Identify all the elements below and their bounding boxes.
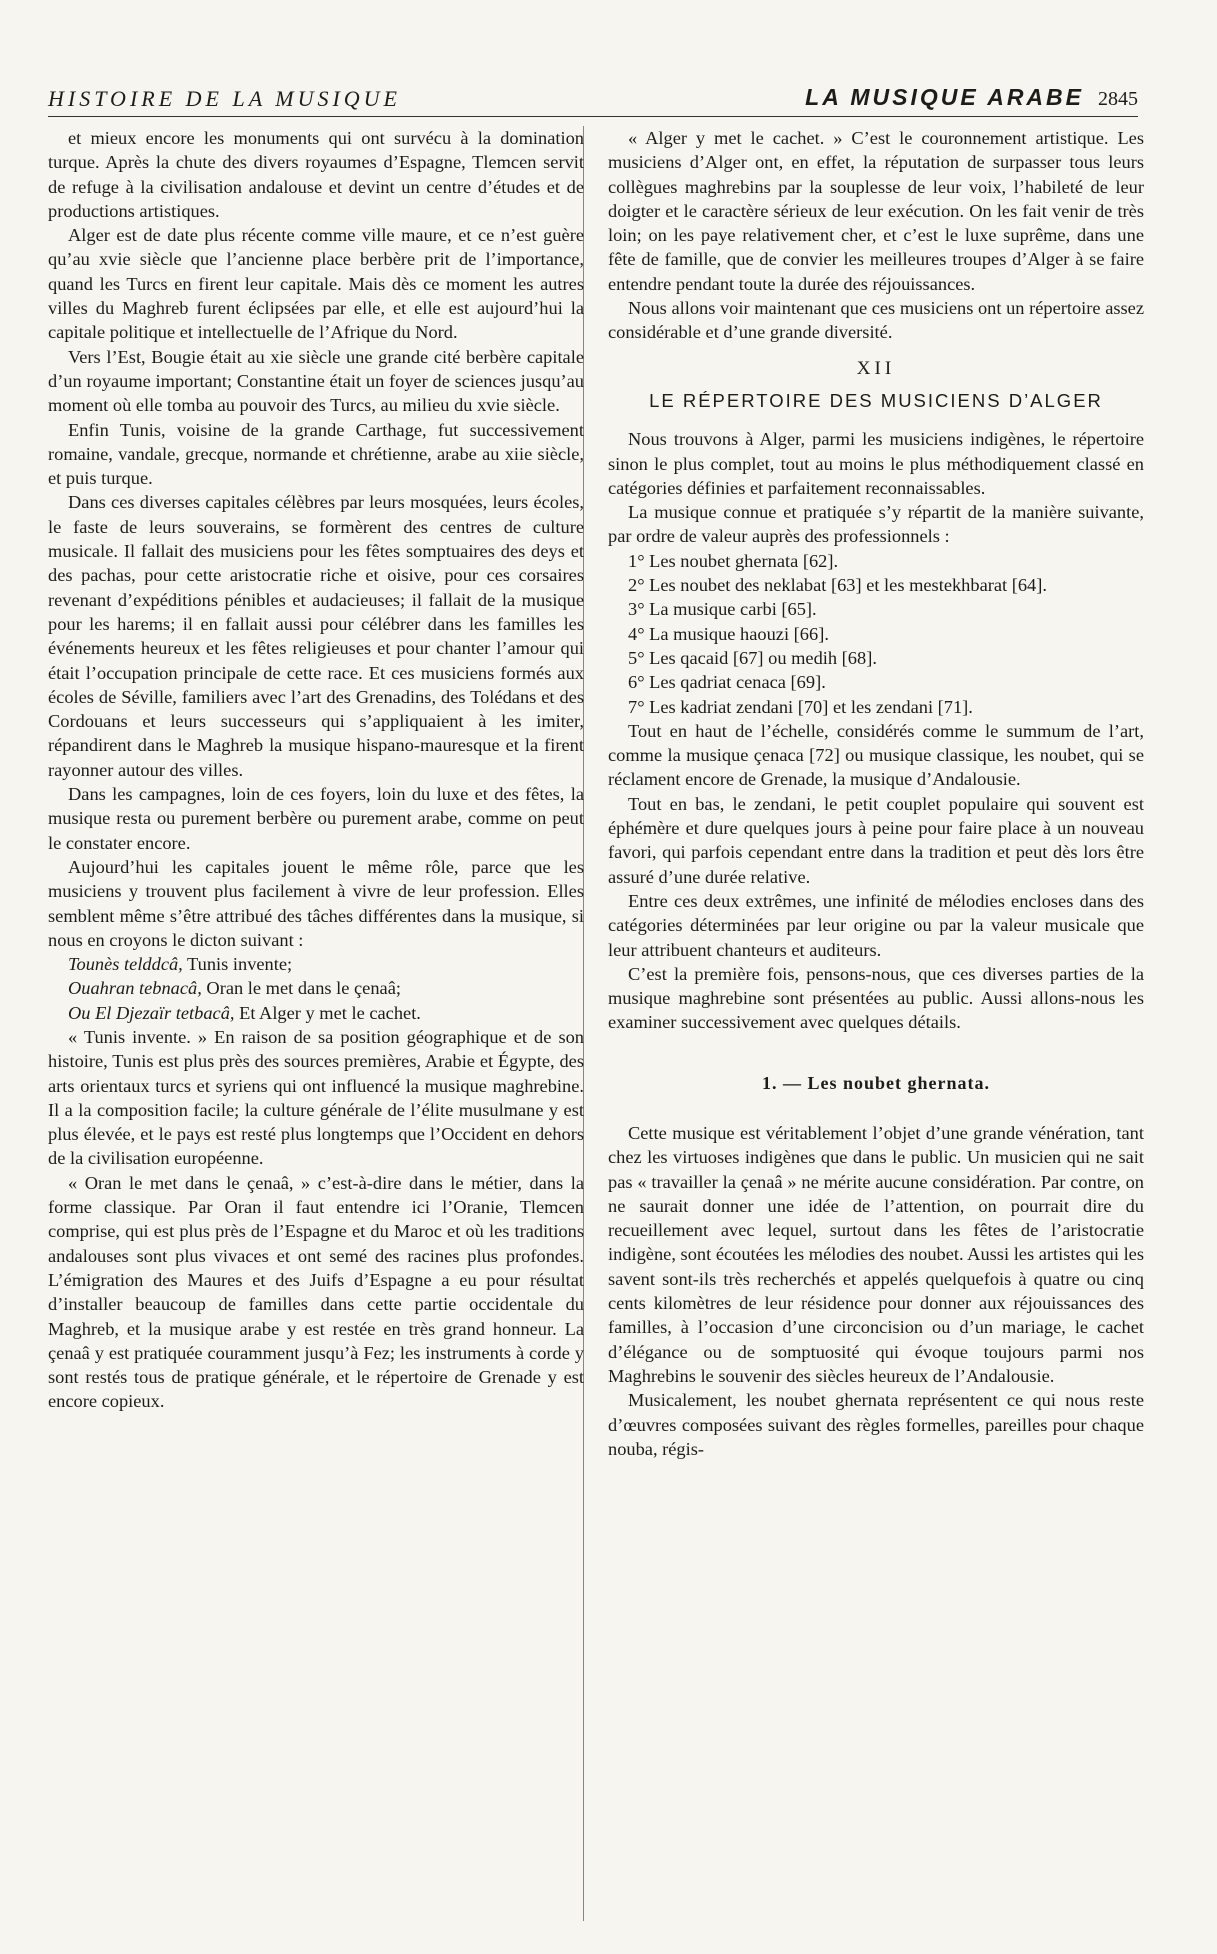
paragraph: Aujourd’hui les capitales jouent le même rôle, parce que les musiciens y trouvent plus facilement à vivre de leur profession. Elles semblent même s’être attribué des tâches différentes dans la musique, si nous en croyons le dicton suivant : xyxy=(48,856,584,950)
repertoire-list xyxy=(608,549,1144,719)
paragraph: La musique connue et pratiquée s’y répartit de la manière suivante, par ordre de valeur auprès des professionnels : xyxy=(608,502,1144,547)
list-item: 6° Les qadriat cenaca [69]. xyxy=(628,672,826,693)
page-number: 2845 xyxy=(1098,88,1138,110)
paragraph: Alger est de date plus récente comme ville maure, et ce n’est guère qu’au xvie siècle que l’ancienne place berbère prit de l’importance, quand les Turcs en firent leur capitale. Mais dès ce moment les autres villes du Maghreb furent éclipsées par elle, et elle est aujourd’hui la capitale politique et intellectuelle de l’Afrique du Nord. xyxy=(48,225,584,343)
verse-french: Oran le met dans le çenaâ; xyxy=(201,978,401,999)
paragraph: Nous trouvons à Alger, parmi les musiciens indigènes, le répertoire sinon le plus complet, tout au moins le plus méthodiquement classé en catégories définies et parfaitement reconnaissables. xyxy=(608,429,1144,498)
header-book-title: HISTOIRE DE LA MUSIQUE xyxy=(48,86,401,111)
paragraph: Cette musique est véritablement l’objet d’une grande vénération, tant chez les virtuoses indigènes que dans le public. Un musicien qui ne sait pas « travailler la çenaâ » ne mérite aucune considération. Par contre, on ne saurait donner une idée de l’attention, on pourrait dire du recueillement avec lequel, surtout dans les fêtes de l’aristocratie indigène, sont écoutées les mélodies des noubet. Aussi les artistes qui les savent sont-ils très recherchés et appelés quelquefois à quatre ou cinq cents kilomètres de leur résidence pour donner aux réjouissances des familles, à l’occasion d’une circoncision ou d’un mariage, le cachet d’élégance ou de somptuosité qui évoque toujours parmi nos Maghrebins le souvenir des siècles heureux de l’Andalousie. xyxy=(608,1122,1144,1386)
right-column xyxy=(608,126,1144,1461)
verse-line xyxy=(48,952,584,976)
paragraph: Tout en bas, le zendani, le petit couplet populaire qui souvent est éphémère et dure quelques jours à peine pour faire place à un nouveau favori, qui parfois cependant entre dans la tradition et peut dès lors être assuré d’une durée relative. xyxy=(608,793,1144,887)
verse-french: Tunis invente; xyxy=(182,954,293,975)
verse-arabic: Ouahran tebnacâ, xyxy=(68,978,202,999)
header-chapter-text: LA MUSIQUE ARABE xyxy=(805,84,1084,110)
list-item: 7° Les kadriat zendani [70] et les zendani [71]. xyxy=(628,696,973,717)
paragraph: « Tunis invente. » En raison de sa position géographique et de son histoire, Tunis est plus près des sources premières, Arabie et Égypte, des arts orientaux turcs et syriens qui ont influencé la musique maghrebine. Il a la composition facile; la culture générale de l’élite musulmane y est plus élevée, et le pays est resté plus longtemps que l’Occident en dehors de la civilisation européenne. xyxy=(48,1026,584,1169)
chapter-number: XII xyxy=(856,357,896,379)
paragraph: Tout en haut de l’échelle, considérés comme le summum de l’art, comme la musique çenaca [72] ou musique classique, les noubet, qui se réclament encore de Grenade, la musique d’Andalousie. xyxy=(608,720,1144,790)
section-heading: LE RÉPERTOIRE DES MUSICIENS D’ALGER xyxy=(649,389,1103,411)
running-header xyxy=(48,84,1138,117)
left-column xyxy=(48,126,584,1414)
paragraph: Entre ces deux extrêmes, une infinité de mélodies encloses dans des catégories déterminées par leur origine ou par la valeur musicale que leur attribuent chanteurs et auditeurs. xyxy=(608,890,1144,960)
paragraph: Musicalement, les noubet ghernata représentent ce qui nous reste d’œuvres composées suivant des règles formelles, pareilles pour chaque nouba, régis- xyxy=(608,1390,1144,1459)
paragraph: Dans ces diverses capitales célèbres par leurs mosquées, leurs écoles, le faste de leurs souverains, se formèrent des centres de culture musicale. Il fallait des musiciens pour les fêtes somptuaires des deys et des pachas, pour cette aristocratie riche et oisive, pour ces corsaires revenant d’expéditions pénibles et audacieuses; il fallait de la musique pour les harems; il en fallait aussi pour célébrer dans les familles les événements heureux et les fêtes religieuses et pour chanter l’amour qui était l’occupation principale de cette race. Et ces musiciens formés aux écoles de Séville, familiers avec l’art des Grenadins, des Tolédans et des Cordouans et leurs successeurs qui s’appliquaient à les imiter, répandirent dans le Maghreb la musique hispano-mauresque et la firent rayonner autour des villes. xyxy=(48,492,584,780)
paragraph: « Oran le met dans le çenaâ, » c’est-à-dire dans le métier, dans la forme classique. Par Oran il faut entendre ici l’Oranie, Tlemcen comprise, qui est plus près de l’Espagne et du Maroc et où les traditions andalouses sont plus vivaces et ont semé des racines plus profondes. L’émigration des Maures et des Juifs d’Espagne a eu pour résultat d’installer beaucoup de familles dans cette partie occidentale du Maghreb, et la musique arabe y est restée en très grand honneur. La çenaâ y est pratiquée couramment jusqu’à Fez; les instruments à corde y sont restés tous de pratique générale, et le répertoire de Grenade y est encore copieux. xyxy=(48,1172,584,1412)
paragraph: et mieux encore les monuments qui ont survécu à la domination turque. Après la chute des divers royaumes d’Espagne, Tlemcen servit de refuge à la civilisation andalouse et devint un centre d’études et de productions artistiques. xyxy=(48,128,584,221)
verse-arabic: Ou El Djezaïr tetbacâ, xyxy=(68,1002,235,1023)
verse-arabic: Tounès telddcâ, xyxy=(68,954,183,975)
list-item: 2° Les noubet des neklabat [63] et les mestekhbarat [64]. xyxy=(628,575,1047,596)
list-item: 3° La musique carbi [65]. xyxy=(628,599,817,620)
verse-line xyxy=(48,1001,584,1025)
header-chapter-title xyxy=(805,84,1138,111)
list-item: 5° Les qacaid [67] ou medih [68]. xyxy=(628,647,877,668)
paragraph: C’est la première fois, pensons-nous, que ces diverses parties de la musique maghrebine sont présentées au public. Aussi allons-nous les examiner successivement avec quelques détails. xyxy=(608,963,1144,1033)
list-item: 1° Les noubet ghernata [62]. xyxy=(628,550,839,571)
verse-line xyxy=(48,976,584,1000)
verse-french: Et Alger y met le cachet. xyxy=(234,1002,421,1023)
paragraph: Vers l’Est, Bougie était au xie siècle une grande cité berbère capitale d’un royaume important; Constantine était un foyer de sciences jusqu’au moment où elle tomba au pouvoir des Turcs, au milieu du xvie siècle. xyxy=(48,346,584,416)
paragraph: Enfin Tunis, voisine de la grande Carthage, fut successivement romaine, vandale, grecque, normande et chrétienne, arabe au xiie siècle, et puis turque. xyxy=(48,419,584,489)
paragraph: Dans les campagnes, loin de ces foyers, loin du luxe et des fêtes, la musique resta ou purement berbère ou purement arabe, comme on peut le constater encore. xyxy=(48,784,584,853)
subsection-heading: 1. — Les noubet ghernata. xyxy=(761,1072,990,1093)
list-item: 4° La musique haouzi [66]. xyxy=(628,623,829,644)
paragraph: Nous allons voir maintenant que ces musiciens ont un répertoire assez considérable et d’une grande diversité. xyxy=(608,298,1144,343)
paragraph: « Alger y met le cachet. » C’est le couronnement artistique. Les musiciens d’Alger ont, en effet, la réputation de surpasser tous leurs collègues maghrebins par la souplesse de leur voix, l’habileté de leur doigter et le caractère sérieux de leur exécution. On les fait venir de très loin; on les paye relativement cher, et c’est le luxe suprême, dans une fête de famille, que de convier les meilleures troupes d’Alger à se faire entendre pendant toute la durée des réjouissances. xyxy=(608,128,1144,294)
